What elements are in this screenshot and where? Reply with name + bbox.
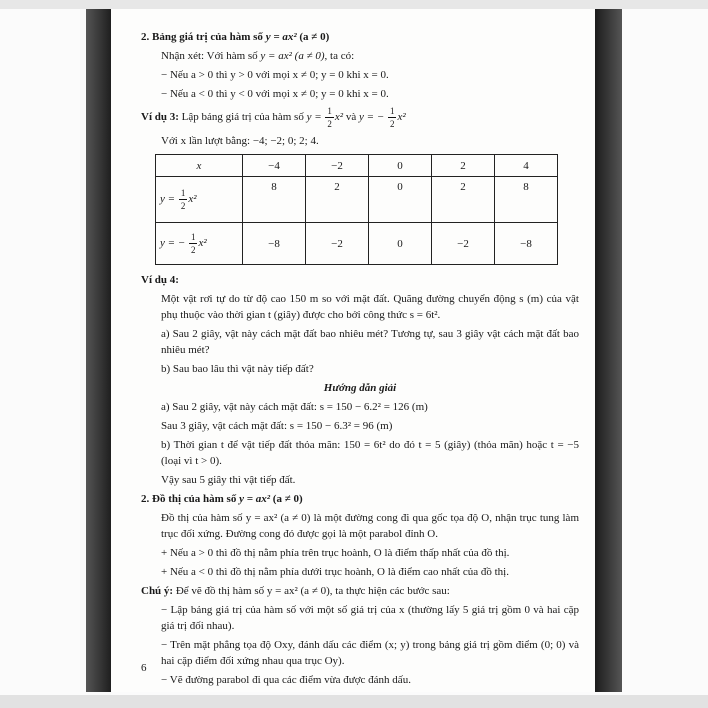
- table-cell: −2: [306, 155, 369, 177]
- fraction-one-half: [179, 187, 188, 212]
- table-cell: 2: [432, 177, 495, 223]
- note-step-3: − Vẽ đường parabol đi qua các điểm vừa được đánh dấu.: [161, 674, 411, 686]
- table-cell: −4: [243, 155, 306, 177]
- solution-conclusion: Vậy sau 5 giây thì vật tiếp đất.: [161, 474, 296, 486]
- row-label: [156, 223, 243, 265]
- table-cell: −8: [243, 223, 306, 265]
- formula-x-squared: x²: [188, 193, 197, 206]
- table-cell: 8: [495, 177, 558, 223]
- fraction-one-half: [325, 105, 334, 130]
- formula-y-equals: y =: [160, 193, 178, 206]
- table-cell: 8: [243, 177, 306, 223]
- example3-text: Lập bảng giá trị của hàm số: [181, 111, 307, 124]
- fraction-denominator: 2: [389, 119, 395, 129]
- example3-label: Ví dụ 3:: [141, 111, 182, 124]
- fraction-numerator: 1: [190, 232, 196, 242]
- fraction-denominator: 2: [327, 119, 332, 129]
- solution-step-b: b) Thời gian t để vật tiếp đất thỏa mãn: 150 = 6t² do đó t = 5 (giây) (thỏa mãn) hoặc t = −5 (loại vì t > 0).: [161, 439, 579, 467]
- formula-y-equals-negative: y = −: [160, 237, 188, 250]
- table-cell: 2: [306, 177, 369, 223]
- table-cell: 0: [369, 223, 432, 265]
- page-edge-right: [595, 9, 622, 692]
- fraction-one-half: [388, 105, 397, 130]
- example4-problem-statement: Một vật rơi tự do từ độ cao 150 m so với mặt đất. Quãng đường chuyển động s (m) của vật phụ thuộc vào thời gian t (giây) được cho bởi công thức s = 6t².: [161, 293, 579, 321]
- heading-formula: y = ax²: [239, 493, 271, 505]
- table-cell-x: [156, 155, 243, 177]
- table-row-negative-half: [156, 223, 558, 265]
- table-cell: 4: [495, 155, 558, 177]
- formula-x-squared: x²: [198, 237, 207, 250]
- table-cell: 0: [369, 177, 432, 223]
- fraction-numerator: 1: [389, 106, 395, 116]
- section-heading-table-of-values: [141, 29, 579, 45]
- section-heading-graph: [141, 491, 579, 507]
- note-step-2: − Trên mặt phẳng tọa độ Oxy, đánh dấu các điểm (x; y) trong bảng giá trị gồm điểm (0; 0) và hai cặp điểm đối xứng nhau qua trục Oy).: [161, 639, 579, 667]
- example4-question-b: b) Sau bao lâu thì vật này tiếp đất?: [161, 363, 314, 375]
- background-top-band: [0, 0, 708, 9]
- graph-case-positive-a: + Nếu a > 0 thì đồ thị nằm phía trên trục hoành, O là điểm thấp nhất của đồ thị.: [161, 547, 510, 559]
- graph-case-negative-a: + Nếu a < 0 thì đồ thị nằm phía dưới trục hoành, O là điểm cao nhất của đồ thị.: [161, 566, 509, 578]
- remark-formula: y = ax² (a ≠ 0): [260, 50, 325, 62]
- solution-step-a2: Sau 3 giây, vật cách mặt đất: s = 150 − 6.3² = 96 (m): [161, 420, 393, 432]
- note-step-1: − Lập bảng giá trị của hàm số với một số giá trị của x (thường lấy 5 giá trị gồm 0 và hai cặp giá trị đối nhau).: [161, 604, 579, 632]
- note-label: Chú ý:: [141, 585, 176, 597]
- remark-line: [161, 48, 579, 64]
- heading-condition: (a ≠ 0): [270, 493, 303, 505]
- remark-lead: Nhận xét: Với hàm số: [161, 50, 261, 62]
- fraction-denominator: 2: [180, 201, 186, 211]
- fraction-numerator: 1: [327, 106, 332, 116]
- table-cell: −8: [495, 223, 558, 265]
- page-number: 6: [141, 662, 147, 674]
- formula-y-equals-negative: y = −: [358, 111, 387, 124]
- table-header-row: [156, 155, 558, 177]
- table-cell: −2: [432, 223, 495, 265]
- table-cell: −2: [306, 223, 369, 265]
- formula-x-squared: x²: [334, 111, 344, 124]
- heading-formula: y = ax²: [265, 31, 297, 43]
- remark-tail: , ta có:: [324, 50, 355, 62]
- variable-x: x: [196, 159, 202, 172]
- value-table: [155, 154, 558, 265]
- remark-bullet-positive-a: − Nếu a > 0 thì y > 0 với mọi x ≠ 0; y = 0 khi x = 0.: [161, 69, 389, 81]
- note-line: [141, 583, 579, 599]
- formula-y-equals: y =: [306, 111, 325, 124]
- heading-condition: (a ≠ 0): [296, 31, 330, 43]
- table-cell: 0: [369, 155, 432, 177]
- example3-line: [141, 105, 579, 130]
- graph-description: Đồ thị của hàm số y = ax² (a ≠ 0) là một đường cong đi qua gốc tọa độ O, nhận trục tung làm trục đối xứng. Đường cong đó được gọi là một parabol đỉnh O.: [161, 512, 579, 540]
- textbook-page: [111, 9, 595, 692]
- heading-text: 2. Bảng giá trị của hàm số: [141, 31, 266, 43]
- table-cell: 2: [432, 155, 495, 177]
- conjunction-and: và: [343, 111, 359, 124]
- fraction-numerator: 1: [180, 188, 186, 198]
- solution-step-a1: a) Sau 2 giây, vật này cách mặt đất: s = 150 − 6.2² = 126 (m): [161, 401, 428, 413]
- example4-label: Ví dụ 4:: [141, 274, 179, 286]
- x-values-line: Với x lần lượt bằng: −4; −2; 0; 2; 4.: [161, 135, 319, 147]
- example4-question-a: a) Sau 2 giây, vật này cách mặt đất bao nhiêu mét? Tương tự, sau 3 giây vật cách mặt đất bao nhiêu mét?: [161, 328, 579, 356]
- fraction-one-half: [189, 231, 198, 256]
- remark-bullet-negative-a: − Nếu a < 0 thì y < 0 với mọi x ≠ 0; y = 0 khi x = 0.: [161, 88, 389, 100]
- row-label: [156, 177, 243, 223]
- background-bottom-band: [0, 695, 708, 708]
- solution-heading: Hướng dẫn giải: [323, 382, 397, 394]
- table-row-positive-half: [156, 177, 558, 223]
- heading-text: 2. Đồ thị của hàm số: [141, 493, 240, 505]
- note-intro: Để vẽ đồ thị hàm số y = ax² (a ≠ 0), ta thực hiện các bước sau:: [175, 585, 450, 597]
- book-binding-left: [86, 9, 111, 692]
- formula-x-squared: x²: [397, 111, 406, 124]
- fraction-denominator: 2: [190, 245, 196, 255]
